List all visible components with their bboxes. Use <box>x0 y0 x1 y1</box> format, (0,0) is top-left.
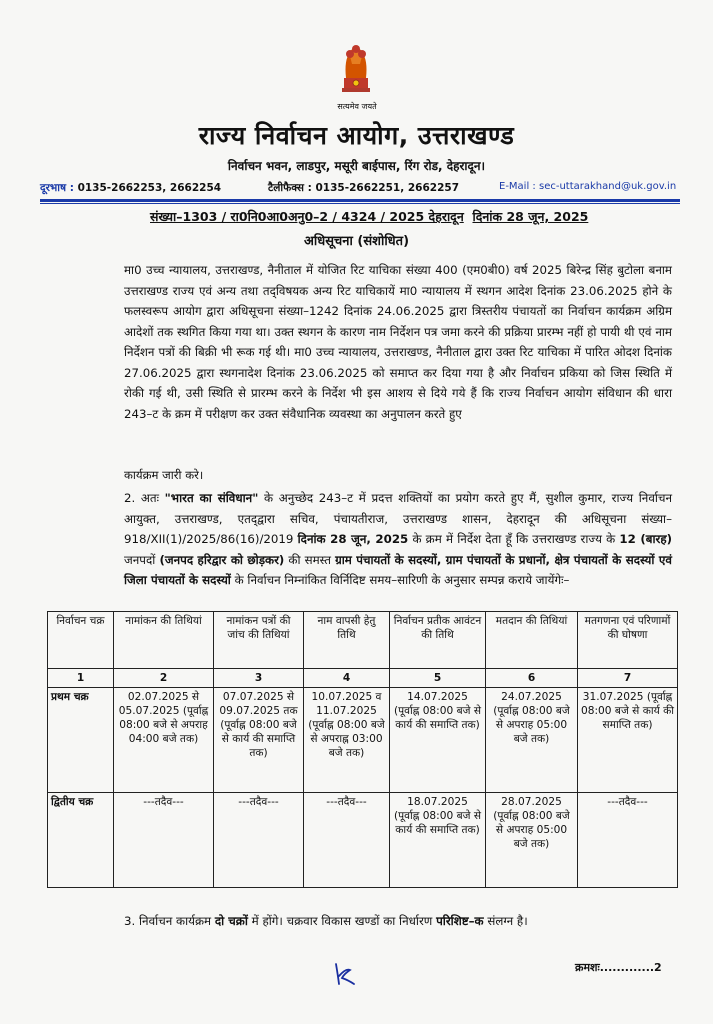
notification-heading: अधिसूचना (संशोधित) <box>303 234 410 249</box>
fax-label: टैलीफैक्स : <box>268 182 312 194</box>
table-cell: ---तदैव--- <box>214 793 304 888</box>
table-cell: ---तदैव--- <box>578 793 678 888</box>
table-cell: ---तदैव--- <box>114 793 214 888</box>
fax-contact <box>268 181 459 195</box>
reference-date: दिनांक 28 जून, 2025 <box>472 209 589 224</box>
email-contact <box>499 181 676 192</box>
table-cell: 02.07.2025 से 05.07.2025 (पूर्वाह्न 08:00 बजे से अपराह 04:00 बजे तक) <box>114 688 214 793</box>
annexure-ref: परिशिष्ट–क <box>436 914 484 928</box>
reference-line <box>150 208 588 225</box>
column-number: 5 <box>390 669 486 688</box>
table-header-cell: नामांकन की तिथियां <box>114 612 214 669</box>
table-row <box>48 688 678 793</box>
email-address[interactable]: sec-uttarakhand@uk.gov.in <box>538 181 677 192</box>
table-header-cell: मतदान की तिथियां <box>486 612 578 669</box>
table-cell: 31.07.2025 (पूर्वाह्न 08:00 बजे से कार्य की समाप्ति तक) <box>578 688 678 793</box>
reference-number: संख्या–1303 / रा0नि0आ0अनु0–2 / 4324 / 2025 देहरादून <box>150 209 464 224</box>
district-count: 12 (बारह) <box>619 532 673 546</box>
table-header-cell: नाम वापसी हेतु तिथि <box>304 612 390 669</box>
paragraph-1: मा0 उच्च न्यायालय, उत्तराखण्ड, नैनीताल में योजित रिट याचिका संख्या 400 (एम0बी0) वर्ष 2025 बिरेन्द्र सिंह बुटोला बनाम उत्तराखण्ड राज्य एवं अन्य तथा तद्‌विषयक अन्य रिट याचिकायें मा0 न्यायालय में स्थगन आदेश दिनांक 23.06.2025 होने के फलस्वरूप आयोग द्वारा अधिसूचना संख्या–1242 दिनांक 24.06.2025 द्वारा त्रिस्तरीय पंचायतों का निर्वाचन कार्यक्रम अग्रिम आदेशों तक स्थगित किया गया था। उक्त स्थगन के कारण नाम निर्देशन पत्र जमा करने की प्रक्रिया प्रारम्भ नहीं हो पायी थी एवं नाम निर्देशन पत्रों की बिक्री भी रूक गई थी। मा0 उच्च न्यायालय, उत्तराखण्ड, नैनीताल द्वारा उक्त रिट याचिका में पारित ओदश दिनांक 27.06.2025 द्वारा स्थगनादेश दिनांक 23.06.2025 को समाप्त कर दिया गया है और निर्वाचन प्रकिया को जिस स्थिति में रोकी गई थी, उसी स्थिति से प्रारम्भ करने के निर्देश भी इस आशय से दिये गये हैं कि राज्य निर्वाचन आयोग संविधान की धारा 243–ट के क्रम में परीक्षण कर उक्त संवैधानिक व्यवस्था का अनुपालन करते हुए <box>124 263 672 421</box>
table-cell: 28.07.2025 (पूर्वाह्न 08:00 बजे से अपराह 05:00 बजे तक) <box>486 793 578 888</box>
commission-title: राज्य निर्वाचन आयोग, उत्तराखण्ड <box>198 121 515 150</box>
header-divider-thin <box>40 203 680 204</box>
phase-label: प्रथम चक्र <box>48 688 114 793</box>
table-cell: 18.07.2025 (पूर्वाह्न 08:00 बजे से कार्य की समाप्ति तक) <box>390 793 486 888</box>
phone-number: 0135-2662253, 2662254 <box>77 182 222 194</box>
national-emblem-icon <box>330 38 382 100</box>
two-phases: दो चक्रों <box>214 914 248 928</box>
paragraph-3: 3. निर्वाचन कार्यक्रम दो चक्रों में होंगे। चक्रवार विकास खण्डों का निर्धारण परिशिष्ट–क संलग्न है। <box>124 914 528 928</box>
notification-date: दिनांक 28 जून, 2025 <box>297 532 409 546</box>
paragraph-2: 2. अतः "भारत का संविधान" के अनुच्छेद 243–ट में प्रदत्त शक्तियों का प्रयोग करते हुए मैं, सुशील कुमार, राज्य निर्वाचन आयुक्त, उत्तराखण्ड, एतद्‌द्वारा सचिव, पंचायतीराज, उत्तराखण्ड शासन, देहरादून की अधिसूचना संख्या–918/XII(1)/2025/86(16)/2019 दिनांक 28 जून, 2025 के क्रम में निर्देश देता हूँ कि उत्तराखण्ड राज्य के 12 (बारह) जनपदों (जनपद हरिद्वार को छोड़कर) की समस्त ग्राम पंचायतों के सदस्यों, ग्राम पंचायतों के प्रधानों, क्षेत्र पंचायतों के सदस्यों एवं जिला पंचायतों के सदस्यों के निर्वाचन निम्नांकित विर्निदिष्ट समय–सारिणी के अनुसार सम्पन्न कराये जायेंगेः– <box>124 491 673 587</box>
constitution-ref: "भारत का संविधान" <box>164 491 259 505</box>
haridwar-exclusion: (जनपद हरिद्वार को छोड़कर) <box>159 552 285 567</box>
commission-address: निर्वाचन भवन, लाडपुर, मसूरी बाईपास, रिंग रोड, देहरादून। <box>227 159 486 173</box>
election-schedule-table <box>47 611 678 888</box>
signature-icon <box>330 958 360 988</box>
phase-label: द्वितीय चक्र <box>48 793 114 888</box>
table-header-cell: नामांकन पत्रों की जांच की तिथियां <box>214 612 304 669</box>
column-number: 2 <box>114 669 214 688</box>
column-number: 1 <box>48 669 114 688</box>
table-header-cell: निर्वाचन प्रतीक आवंटन की तिथि <box>390 612 486 669</box>
table-cell: 14.07.2025 (पूर्वाह्न 08:00 बजे से कार्य की समाप्ति तक) <box>390 688 486 793</box>
table-header-cell: निर्वाचन चक्र <box>48 612 114 669</box>
table-header-cell: मतगणना एवं परिणामों की घोषणा <box>578 612 678 669</box>
email-label: E-Mail : <box>499 181 536 192</box>
table-cell: 10.07.2025 व 11.07.2025 (पूर्वाह्न 08:00 बजे से अपराह्न 03:00 बजे तक) <box>304 688 390 793</box>
header-divider <box>40 199 680 202</box>
table-cell: 07.07.2025 से 09.07.2025 तक (पूर्वाह्न 08:00 बजे से कार्य की समाप्ति तक) <box>214 688 304 793</box>
fax-number: 0135-2662251, 2662257 <box>315 182 460 194</box>
phone-contact <box>40 181 221 195</box>
table-cell: 24.07.2025 (पूर्वाह्न 08:00 बजे से अपराह 05:00 बजे तक) <box>486 688 578 793</box>
column-number: 4 <box>304 669 390 688</box>
column-number: 7 <box>578 669 678 688</box>
emblem-motto: सत्यमेव जयते <box>337 102 377 111</box>
table-row <box>48 793 678 888</box>
column-number: 6 <box>486 669 578 688</box>
phone-label: दूरभाष : <box>40 182 74 194</box>
table-cell: ---तदैव--- <box>304 793 390 888</box>
table-header-row <box>48 612 678 669</box>
column-number: 3 <box>214 669 304 688</box>
paragraph-1-end: कार्यक्रम जारी करे। <box>124 468 204 482</box>
panchayat-members: ग्राम पंचायतों के सदस्यों, ग्राम पंचायतों के प्रधानों, क्षेत्र पंचायतों के सदस्यों एवं जिला पंचायतों के सदस्यों <box>124 552 672 587</box>
continued-marker: क्रमशः.............2 <box>575 961 662 974</box>
table-number-row <box>48 669 678 688</box>
